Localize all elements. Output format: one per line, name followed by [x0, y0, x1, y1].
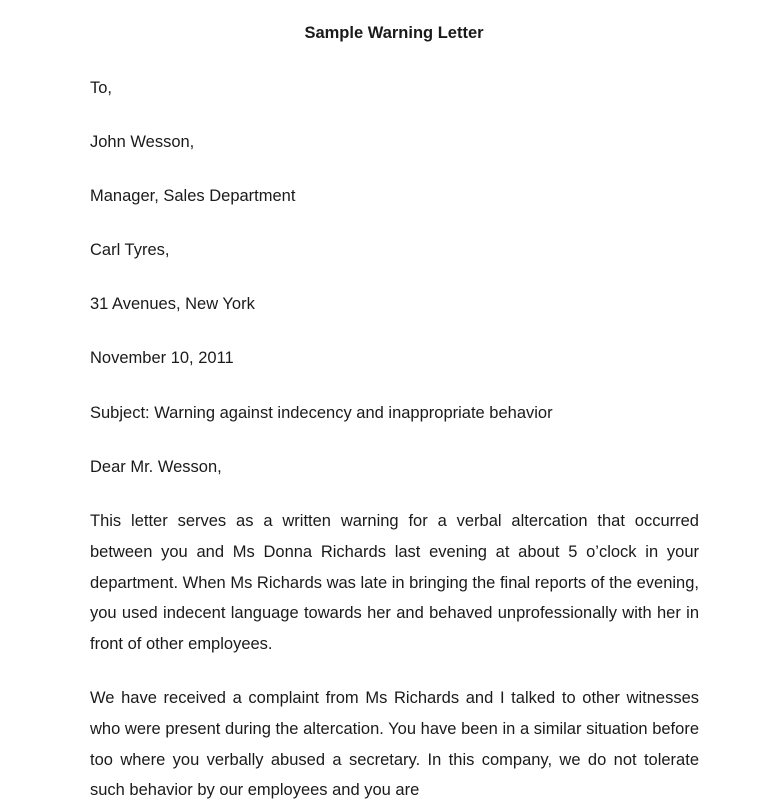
letter-subject: Subject: Warning against indecency and inappropriate behavior — [90, 404, 553, 422]
document-title: Sample Warning Letter — [304, 24, 484, 42]
body-paragraph: This letter serves as a written warning for a verbal altercation that occurred between you and Ms Donna Richards last evening at about 5 o’clock in your department. When Ms Richards was late in bringing the final reports of the evening, you used indecent language towards her and behaved unprofessionally with her in front of other employees. — [90, 512, 699, 654]
letter-date: November 10, 2011 — [90, 349, 234, 367]
body-paragraph: We have received a complaint from Ms Richards and I talked to other witnesses who were present during the altercation. You have been in a similar situation before too where you verbally abused a secretary. In this company, we do not tolerate such behavior by our employees and you are — [90, 689, 699, 800]
recipient-position: Manager, Sales Department — [90, 187, 296, 205]
company-name: Carl Tyres, — [90, 241, 170, 259]
recipient-name: John Wesson, — [90, 133, 195, 151]
letter-greeting: Dear Mr. Wesson, — [90, 458, 222, 476]
salutation-to: To, — [90, 79, 113, 97]
company-address: 31 Avenues, New York — [90, 295, 255, 313]
